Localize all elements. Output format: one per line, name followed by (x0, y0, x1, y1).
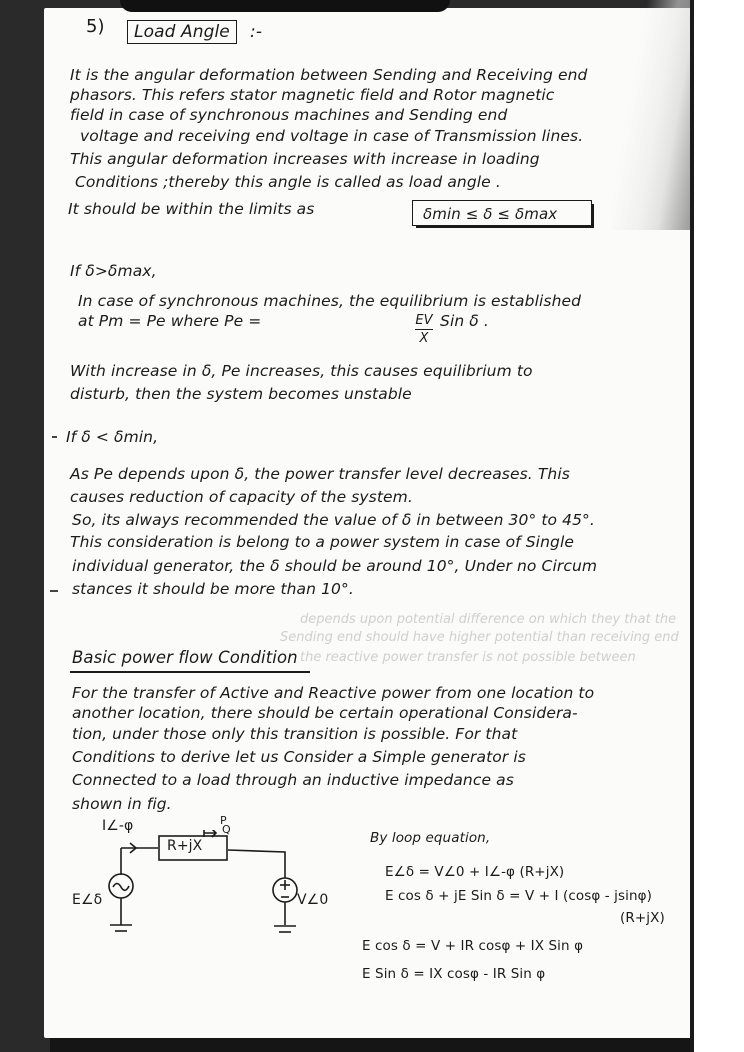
equation-line: (R+jX) (620, 910, 665, 926)
text-line: stances it should be more than 10°. (72, 580, 354, 598)
bottom-shadow (50, 1038, 690, 1052)
text-line: at Pm = Pe where Pe = (78, 312, 262, 330)
reactive-power-label: Q (222, 823, 231, 836)
fraction-bar (415, 329, 433, 330)
section-title: Load Angle (127, 20, 237, 44)
formula-fraction (415, 313, 433, 346)
page-curl-shadow (610, 0, 694, 230)
formula-numerator: EV (415, 313, 433, 328)
current-label: I∠-φ (102, 818, 134, 834)
equation-line: E∠δ = V∠0 + I∠-φ (R+jX) (385, 864, 565, 880)
text-line: With increase in δ, Pe increases, this causes equilibrium to (70, 362, 533, 380)
text-line: So, its always recommended the value of δ in between 30° to 45°. (72, 511, 595, 529)
active-power-label: P (220, 814, 227, 827)
text-line: disturb, then the system becomes unstable (70, 385, 412, 403)
text-line: This consideration is belong to a power system in case of Single (70, 533, 574, 551)
equation-line: E Sin δ = IX cosφ - IR Sin φ (362, 966, 546, 982)
scan-margin (694, 0, 744, 1052)
text-line: It is the angular deformation between Sending and Receiving end (70, 66, 588, 84)
text-line: tion, under those only this transition is possible. For that (72, 725, 518, 743)
case-heading: If δ < δmin, (66, 428, 159, 446)
text-line: Conditions ;thereby this angle is called as load angle . (75, 173, 501, 191)
text-line: phasors. This refers stator magnetic field and Rotor magnetic (70, 86, 555, 104)
case-heading: If δ>δmax, (70, 262, 157, 280)
text-line: field in case of synchronous machines and Sending end (70, 106, 508, 124)
top-shadow (120, 0, 450, 12)
formula-denominator: X (419, 331, 429, 347)
section-heading: Basic power flow Condition (72, 648, 298, 667)
bleed-through-text: the reactive power transfer is not possible between (300, 650, 636, 665)
text-line: It should be within the limits as (68, 200, 315, 218)
text-line: causes reduction of capacity of the system. (70, 488, 413, 506)
text-line: another location, there should be certain operational Considera- (72, 704, 578, 722)
text-line: For the transfer of Active and Reactive power from one location to (72, 684, 595, 702)
bleed-through-text: Sending end should have higher potential than receiving end (280, 630, 679, 645)
text-line: individual generator, the δ should be around 10°, Under no Circum (72, 557, 598, 575)
impedance-label: R+jX (167, 838, 203, 854)
equation-line: E cos δ + jE Sin δ = V + I (cosφ - jsinφ) (385, 888, 652, 904)
formula-tail: Sin δ . (440, 312, 489, 330)
text-line: voltage and receiving end voltage in case of Transmission lines. (80, 127, 584, 145)
limit-box: δmin ≤ δ ≤ δmax (412, 200, 592, 226)
source-voltage-label: E∠δ (72, 892, 103, 908)
margin-tick (52, 436, 57, 438)
section-number: 5) (86, 16, 105, 37)
heading-underline (70, 671, 310, 673)
text-line: As Pe depends upon δ, the power transfer level decreases. This (70, 465, 570, 483)
bleed-through-text: depends upon potential difference on which they that the (300, 612, 677, 627)
text-line: In case of synchronous machines, the equilibrium is established (78, 292, 582, 310)
margin-tick (50, 590, 58, 592)
text-line: Connected to a load through an inductive impedance as (72, 771, 514, 789)
equation-line: E cos δ = V + IR cosφ + IX Sin φ (362, 938, 584, 954)
equations-intro: By loop equation, (370, 830, 491, 846)
text-line: Conditions to derive let us Consider a Simple generator is (72, 748, 526, 766)
text-line: This angular deformation increases with increase in loading (70, 150, 540, 168)
text-line: shown in fig. (72, 795, 172, 813)
title-suffix: :- (250, 22, 263, 42)
load-voltage-label: V∠0 (297, 892, 329, 908)
